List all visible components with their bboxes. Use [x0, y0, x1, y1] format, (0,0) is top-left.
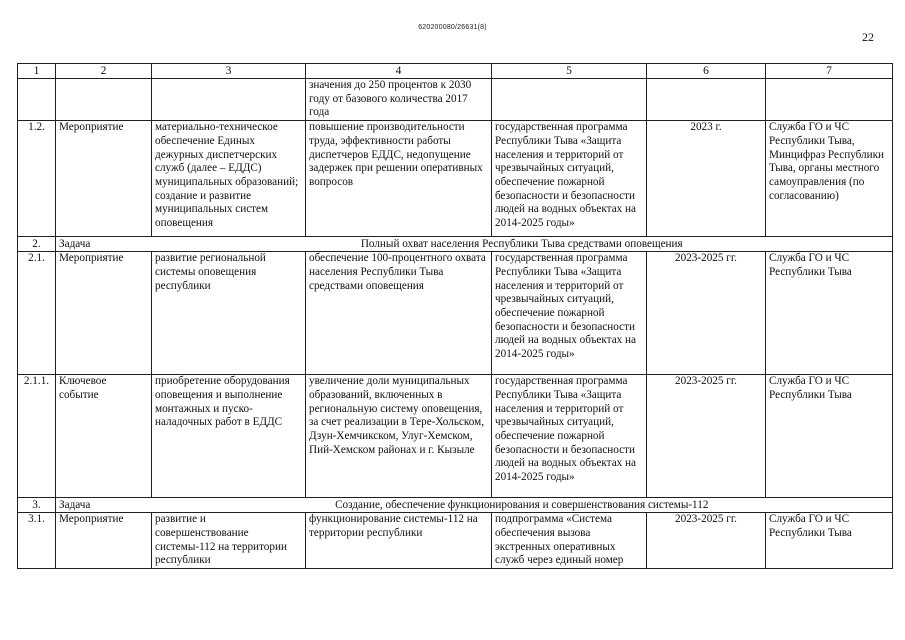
cell: [152, 79, 306, 121]
cell: [766, 79, 893, 121]
row-type: Мероприятие: [56, 513, 152, 569]
row-type: Ключевое событие: [56, 375, 152, 498]
header-cell: 4: [306, 64, 492, 79]
task-type: Задача: [56, 498, 152, 513]
row-program: государственная программа Республики Тыва «Защита населения и территорий от чрезвычайных ситуаций, обеспечение пожарной безопасности и безопасности людей на водных объектах на 2014-2025 годы»: [492, 121, 647, 237]
row-number: 1.2.: [18, 121, 56, 237]
header-cell: 3: [152, 64, 306, 79]
task-description: Создание, обеспечение функционирования и совершенствования системы-112: [152, 498, 893, 513]
row-program: подпрограмма «Система обеспечения вызова экстренных оперативных служб через единый номер: [492, 513, 647, 569]
row-term: 2023 г.: [647, 121, 766, 237]
header-row: [18, 64, 893, 79]
row-executor: Служба ГО и ЧС Республики Тыва: [766, 513, 893, 569]
row-result: увеличение доли муниципальных образований, включенных в региональную систему оповещения, за счет реализации в Тере-Хольском, Дзун-Хемчикском, Улуг-Хемском, Пий-Хемском районах и г. Кызыле: [306, 375, 492, 498]
row-executor: Служба ГО и ЧС Республики Тыва, Минцифраз Республики Тыва, органы местного самоуправления (по согласованию): [766, 121, 893, 237]
continuation-row: [18, 79, 893, 121]
cell: [56, 79, 152, 121]
row-number: 2.1.: [18, 252, 56, 375]
row-content: приобретение оборудования оповещения и выполнение монтажных и пуско-наладочных работ в ЕДДС: [152, 375, 306, 498]
row-type: Мероприятие: [56, 252, 152, 375]
row-result: функционирование системы-112 на территории республики: [306, 513, 492, 569]
task-type: Задача: [56, 237, 152, 252]
task-number: 2.: [18, 237, 56, 252]
cell: [492, 79, 647, 121]
row-content: развитие региональной системы оповещения республики: [152, 252, 306, 375]
table-row: [18, 375, 893, 498]
row-program: государственная программа Республики Тыва «Защита населения и территорий от чрезвычайных ситуаций, обеспечение пожарной безопасности и безопасности людей на водных объектах на 2014-2025 годы»: [492, 375, 647, 498]
table-row: [18, 252, 893, 375]
document-id: 620200080/26631(8): [418, 24, 487, 31]
row-type: Мероприятие: [56, 121, 152, 237]
row-content: материально-техническое обеспечение Единых дежурных диспетчерских служб (далее – ЕДДС) муниципальных образований; создание и развитие муниципальных систем оповещения: [152, 121, 306, 237]
continuation-text: значения до 250 процентов к 2030 году от базового количества 2017 года: [306, 79, 492, 121]
header-cell: 1: [18, 64, 56, 79]
row-program: государственная программа Республики Тыва «Защита населения и территорий от чрезвычайных ситуаций, обеспечение пожарной безопасности и безопасности людей на водных объектах на 2014-2025 годы»: [492, 252, 647, 375]
row-term: 2023-2025 гг.: [647, 375, 766, 498]
cell: [647, 79, 766, 121]
row-executor: Служба ГО и ЧС Республики Тыва: [766, 375, 893, 498]
page-number: 22: [862, 30, 874, 44]
table-row: [18, 121, 893, 237]
task-row: [18, 237, 893, 252]
header-cell: 5: [492, 64, 647, 79]
header-cell: 7: [766, 64, 893, 79]
row-content: развитие и совершенствование системы-112 на территории республики: [152, 513, 306, 569]
row-number: 2.1.1.: [18, 375, 56, 498]
cell: [18, 79, 56, 121]
table-row: [18, 513, 893, 569]
plan-table: [17, 63, 893, 569]
header-cell: 2: [56, 64, 152, 79]
task-row: [18, 498, 893, 513]
header-cell: 6: [647, 64, 766, 79]
row-executor: Служба ГО и ЧС Республики Тыва: [766, 252, 893, 375]
row-result: повышение производительности труда, эффективности работы диспетчеров ЕДДС, недопущение задержек при решении оперативных вопросов: [306, 121, 492, 237]
row-number: 3.1.: [18, 513, 56, 569]
task-description: Полный охват населения Республики Тыва средствами оповещения: [152, 237, 893, 252]
row-term: 2023-2025 гг.: [647, 252, 766, 375]
row-term: 2023-2025 гг.: [647, 513, 766, 569]
row-result: обеспечение 100-процентного охвата населения Республики Тыва средствами оповещения: [306, 252, 492, 375]
task-number: 3.: [18, 498, 56, 513]
